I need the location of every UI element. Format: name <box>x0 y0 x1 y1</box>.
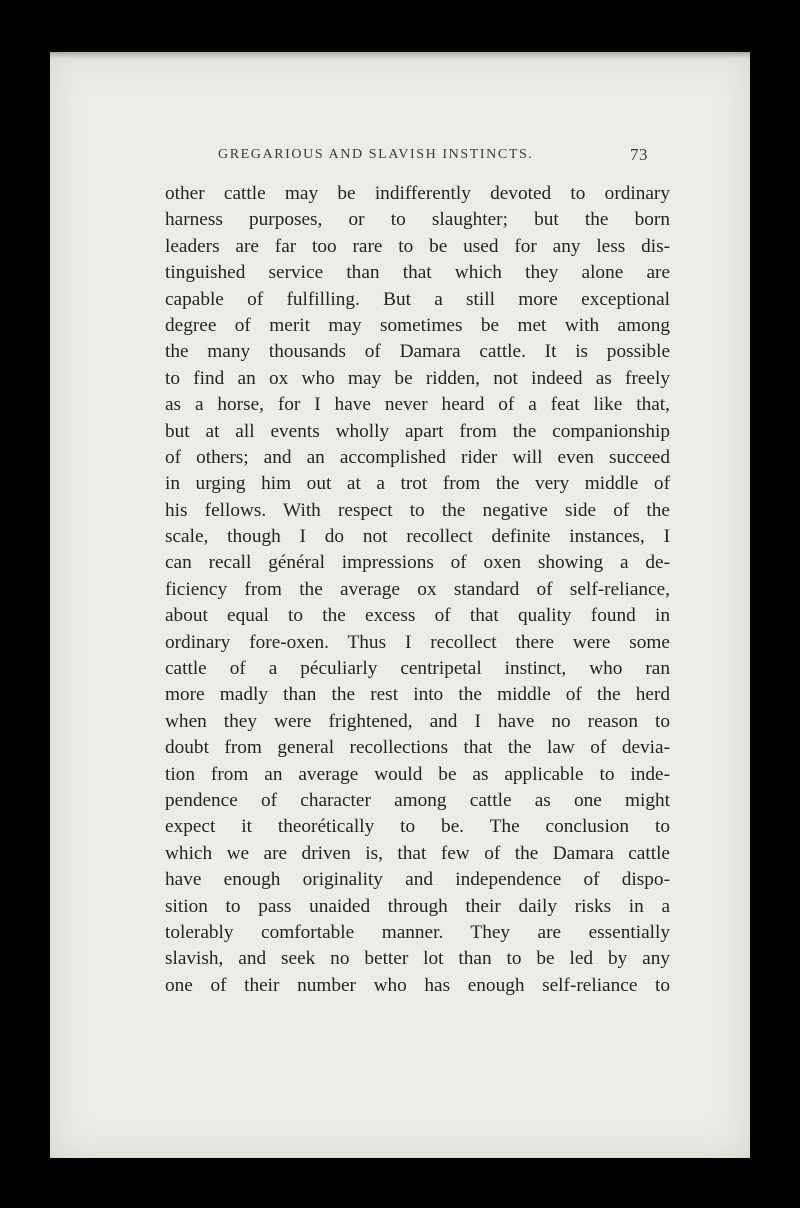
page-number: 73 <box>630 145 648 164</box>
text-line: ficiency from the average ox standard of self-reliance, <box>165 578 670 600</box>
text-line: pendence of character among cattle as one might <box>165 789 670 811</box>
text-line: harness purposes, or to slaughter; but the born <box>165 209 670 231</box>
text-line: doubt from general recollections that the law of devia- <box>165 737 670 759</box>
text-line: when they were frightened, and I have no reason to <box>165 710 670 732</box>
text-line: other cattle may be indifferently devoted to ordinary <box>165 183 670 204</box>
body-text <box>165 181 670 999</box>
text-line: tion from an average would be as applicable to inde- <box>165 763 670 785</box>
text-line: tinguished service than that which they alone are <box>165 262 670 284</box>
text-line: one of their number who has enough self-reliance to <box>165 974 670 996</box>
page-top-edge-shadow <box>50 52 750 60</box>
text-line: leaders are far too rare to be used for any less dis- <box>165 235 670 257</box>
running-title: GREGARIOUS AND SLAVISH INSTINCTS. <box>218 147 534 162</box>
text-line: expect it theorétically to be. The conclusion to <box>165 816 670 838</box>
text-line: degree of merit may sometimes be met with among <box>165 314 670 336</box>
text-line: to find an ox who may be ridden, not indeed as freely <box>165 367 670 389</box>
text-line: more madly than the rest into the middle of the herd <box>165 684 670 706</box>
text-line: can recall général impressions of oxen showing a de- <box>165 552 670 574</box>
book-page <box>50 52 750 1158</box>
text-line: scale, though I do not recollect definite instances, I <box>165 526 670 548</box>
running-header <box>218 145 648 167</box>
text-line: slavish, and seek no better lot than to be led by any <box>165 948 670 970</box>
text-line: capable of fulfilling. But a still more exceptional <box>165 288 670 310</box>
text-line: his fellows. With respect to the negative side of the <box>165 499 670 521</box>
text-line: but at all events wholly apart from the companionship <box>165 420 670 442</box>
text-line: tolerably comfortable manner. They are essentially <box>165 921 670 943</box>
text-line: about equal to the excess of that quality found in <box>165 605 670 627</box>
text-line: ordinary fore-oxen. Thus I recollect there were some <box>165 631 670 653</box>
text-line: which we are driven is, that few of the Damara cattle <box>165 842 670 864</box>
text-line: have enough originality and independence of dispo- <box>165 869 670 891</box>
text-line: the many thousands of Damara cattle. It is possible <box>165 341 670 363</box>
text-line: sition to pass unaided through their daily risks in a <box>165 895 670 917</box>
text-line: as a horse, for I have never heard of a feat like that, <box>165 394 670 416</box>
text-line: in urging him out at a trot from the very middle of <box>165 473 670 495</box>
text-line: of others; and an accomplished rider will even succeed <box>165 446 670 468</box>
text-line: cattle of a péculiarly centripetal instinct, who ran <box>165 658 670 680</box>
